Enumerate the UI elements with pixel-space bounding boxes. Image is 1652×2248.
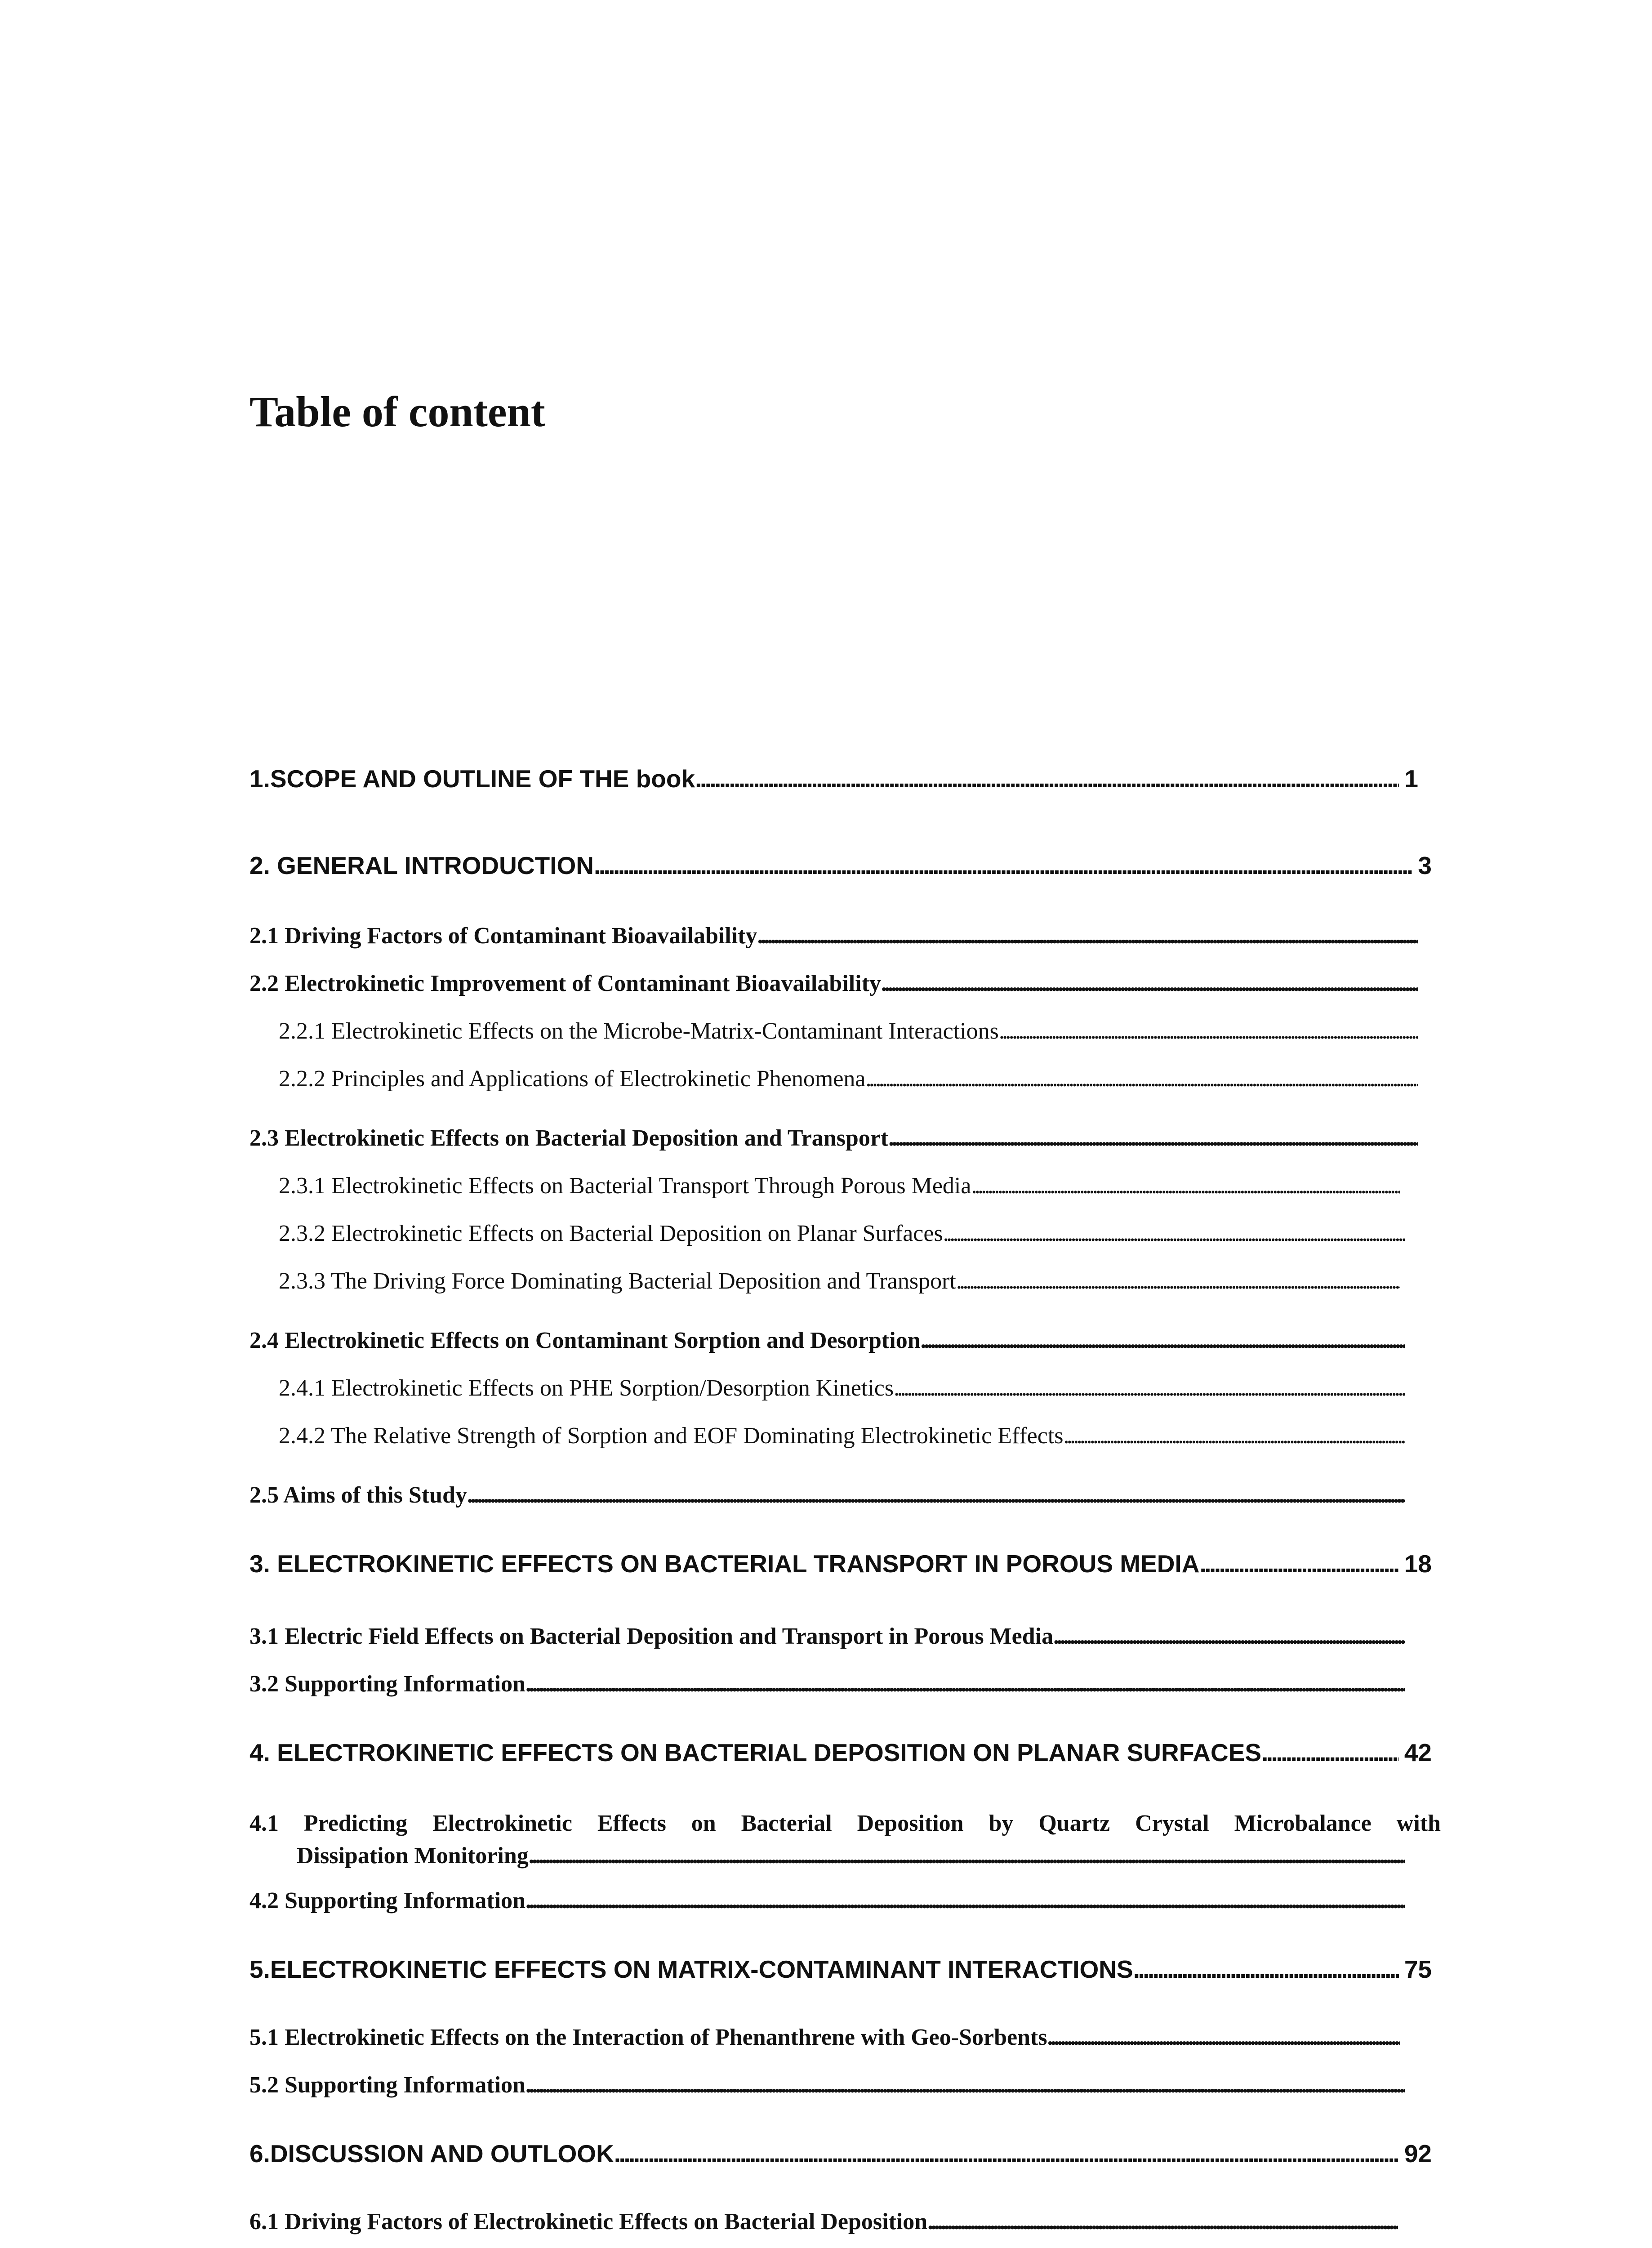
toc-entry-section-2-2[interactable] bbox=[249, 970, 1418, 997]
toc-entry-section-6-1[interactable] bbox=[249, 2208, 1398, 2235]
toc-entry-section-3-2[interactable] bbox=[249, 1671, 1405, 1697]
dot-leader bbox=[594, 851, 1412, 880]
toc-entry-label: 3.2 Supporting Information bbox=[249, 1671, 525, 1697]
dot-leader bbox=[529, 1840, 1405, 1872]
toc-entry-chapter-3[interactable] bbox=[249, 1549, 1432, 1578]
toc-entry-page: 92 bbox=[1404, 2140, 1432, 2168]
toc-entry-label: 2.3.2 Electrokinetic Effects on Bacterial Deposition on Planar Surfaces bbox=[279, 1221, 943, 1246]
dot-leader bbox=[927, 2208, 1398, 2235]
dot-leader bbox=[614, 2139, 1399, 2168]
toc-entry-label: 2. GENERAL INTRODUCTION bbox=[249, 852, 594, 879]
toc-entry-page: 18 bbox=[1404, 1550, 1432, 1578]
toc-entry-section-2-1[interactable] bbox=[249, 923, 1418, 949]
toc-entry-chapter-4[interactable] bbox=[249, 1738, 1432, 1767]
dot-leader bbox=[865, 1066, 1418, 1092]
toc-entry-label-continued bbox=[249, 1840, 1405, 1872]
toc-entry-label: 5.2 Supporting Information bbox=[249, 2072, 525, 2098]
toc-entry-label: 2.2.2 Principles and Applications of Electrokinetic Phenomena bbox=[279, 1066, 866, 1092]
dot-leader bbox=[888, 1125, 1418, 1151]
toc-entry-label: 4.2 Supporting Information bbox=[249, 1888, 525, 1913]
toc-entry-label: 2.4 Electrokinetic Effects on Contaminant Sorption and Desorption bbox=[249, 1328, 921, 1353]
toc-entry-label: 4.1 Predicting Electrokinetic Effects on Bacterial Deposition by Quartz Crystal Microbalance with bbox=[249, 1811, 1441, 1836]
toc-entry-chapter-5[interactable] bbox=[249, 1955, 1432, 1984]
dot-leader bbox=[894, 1375, 1405, 1401]
toc-entry-label: 5.ELECTROKINETIC EFFECTS ON MATRIX-CONTAMINANT INTERACTIONS bbox=[249, 1955, 1133, 1983]
toc-entry-label: 2.2 Electrokinetic Improvement of Contaminant Bioavailability bbox=[249, 971, 881, 996]
dot-leader bbox=[1261, 1738, 1399, 1767]
toc-entry-page: 42 bbox=[1404, 1739, 1432, 1766]
toc-entry-subsection-2-3-2[interactable] bbox=[279, 1220, 1405, 1247]
toc-entry-subsection-2-2-2[interactable] bbox=[279, 1066, 1418, 1092]
dot-leader bbox=[525, 1671, 1405, 1697]
toc-entry-section-5-2[interactable] bbox=[249, 2072, 1405, 2098]
toc-entry-label: 3.1 Electric Field Effects on Bacterial Deposition and Transport in Porous Media bbox=[249, 1624, 1054, 1649]
toc-entry-page: 3 bbox=[1418, 852, 1432, 879]
dot-leader bbox=[881, 970, 1418, 997]
toc-entry-label: 2.4.2 The Relative Strength of Sorption and EOF Dominating Electrokinetic Effects bbox=[279, 1423, 1064, 1449]
toc-entry-label-cont: Dissipation Monitoring bbox=[297, 1843, 529, 1869]
toc-entry-section-4-2[interactable] bbox=[249, 1887, 1405, 1914]
toc-entry-label: 2.5 Aims of this Study bbox=[249, 1482, 467, 1508]
dot-leader bbox=[757, 923, 1418, 949]
toc-entry-section-3-1[interactable] bbox=[249, 1623, 1405, 1650]
dot-leader bbox=[971, 1173, 1400, 1199]
toc-entry-label: 5.1 Electrokinetic Effects on the Interaction of Phenanthrene with Geo-Sorbents bbox=[249, 2025, 1047, 2050]
toc-entry-section-2-4[interactable] bbox=[249, 1327, 1405, 1354]
dot-leader bbox=[999, 1018, 1418, 1044]
dot-leader bbox=[1053, 1623, 1405, 1650]
toc-entry-chapter-2[interactable] bbox=[249, 851, 1432, 880]
toc-entry-subsection-2-3-3[interactable] bbox=[279, 1268, 1400, 1294]
toc-entry-page: 75 bbox=[1404, 1955, 1432, 1983]
toc-entry-label: 2.4.1 Electrokinetic Effects on PHE Sorption/Desorption Kinetics bbox=[279, 1375, 894, 1401]
toc-entry-section-5-1[interactable] bbox=[249, 2024, 1400, 2051]
dot-leader bbox=[956, 1268, 1400, 1294]
dot-leader bbox=[1047, 2024, 1400, 2051]
dot-leader bbox=[467, 1482, 1405, 1508]
toc-entry-label: 2.3.3 The Driving Force Dominating Bacterial Deposition and Transport bbox=[279, 1268, 956, 1294]
dot-leader bbox=[1200, 1549, 1399, 1578]
toc-entry-label: 2.1 Driving Factors of Contaminant Bioavailability bbox=[249, 923, 757, 949]
dot-leader bbox=[525, 2072, 1405, 2098]
toc-entry-page: 1 bbox=[1404, 765, 1418, 793]
toc-entry-label: 4. ELECTROKINETIC EFFECTS ON BACTERIAL DEPOSITION ON PLANAR SURFACES bbox=[249, 1739, 1262, 1766]
toc-entry-label: 3. ELECTROKINETIC EFFECTS ON BACTERIAL TRANSPORT IN POROUS MEDIA bbox=[249, 1550, 1200, 1578]
toc-entry-subsection-2-4-2[interactable] bbox=[279, 1423, 1405, 1449]
toc-entry-label: 2.2.1 Electrokinetic Effects on the Microbe-Matrix-Contaminant Interactions bbox=[279, 1018, 999, 1044]
dot-leader bbox=[921, 1327, 1405, 1354]
dot-leader bbox=[1064, 1423, 1405, 1449]
toc-entry-section-2-5[interactable] bbox=[249, 1482, 1405, 1508]
toc-entry-label: 2.3.1 Electrokinetic Effects on Bacterial Transport Through Porous Media bbox=[279, 1173, 971, 1199]
dot-leader bbox=[695, 764, 1399, 793]
dot-leader bbox=[943, 1220, 1405, 1247]
toc-entry-subsection-2-2-1[interactable] bbox=[279, 1018, 1418, 1044]
toc-entry-subsection-2-3-1[interactable] bbox=[279, 1173, 1400, 1199]
toc-entry-section-2-3[interactable] bbox=[249, 1125, 1418, 1151]
toc-entry-label: 1.SCOPE AND OUTLINE OF THE book bbox=[249, 765, 695, 793]
toc-entry-section-4-1[interactable] bbox=[249, 1807, 1441, 1872]
toc-entry-label: 6.DISCUSSION AND OUTLOOK bbox=[249, 2140, 614, 2168]
toc-entry-chapter-6[interactable] bbox=[249, 2139, 1432, 2168]
dot-leader bbox=[1133, 1955, 1399, 1984]
page-title: Table of content bbox=[249, 388, 545, 436]
toc-entry-label: 6.1 Driving Factors of Electrokinetic Effects on Bacterial Deposition bbox=[249, 2209, 928, 2235]
toc-entry-subsection-2-4-1[interactable] bbox=[279, 1375, 1405, 1401]
toc-entry-chapter-1[interactable] bbox=[249, 764, 1418, 793]
toc-entry-label: 2.3 Electrokinetic Effects on Bacterial Deposition and Transport bbox=[249, 1125, 889, 1151]
dot-leader bbox=[525, 1887, 1405, 1914]
